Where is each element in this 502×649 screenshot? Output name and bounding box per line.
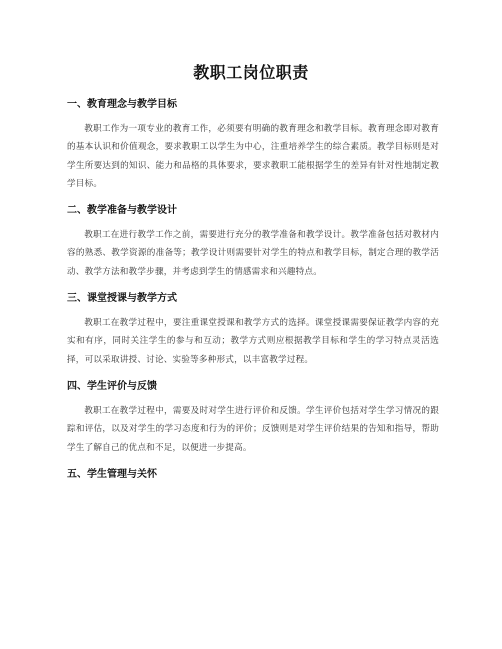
section-1 [67,98,439,193]
section-heading: 一、教育理念与教学目标 [67,99,177,110]
document-body [67,98,439,490]
section-heading: 三、课堂授课与教学方式 [67,293,177,305]
section-paragraph: 教职工在进行教学工作之前，需要进行充分的教学准备和教学设计。教学准备包括对教材内容的熟悉、教学资源的准备等；教学设计则需要针对学生的特点和教学目标，制定合理的教学活动、教学方法和教学步骤，并考虑到学生的情感需求和兴趣特点。 [67,230,439,277]
section-paragraph: 教职工在教学过程中，需要及时对学生进行评价和反馈。学生评价包括对学生学习情况的跟踪和评估，以及对学生的学习态度和行为的评价；反馈则是对学生评价结果的告知和指导，帮助学生了解自己的优点和不足，以便进一步提高。 [67,405,439,453]
section-4 [67,380,439,457]
section-2 [67,204,439,281]
section-5 [67,468,439,482]
section-paragraph: 教职工作为一项专业的教育工作，必须要有明确的教育理念和教学目标。教育理念即对教育的基本认识和价值观念，要求教职工以学生为中心，注重培养学生的综合素质。教学目标则是对学生所要达到的知识、能力和品格的具体要求，要求教职工能根据学生的差异有针对性地制定教学目标。 [67,124,439,189]
section-heading: 五、学生管理与关怀 [67,468,157,480]
document-title: 教职工岗位职责 [193,63,309,82]
section-paragraph: 教职工在教学过程中，要注重课堂授课和教学方式的选择。课堂授课需要保证教学内容的充实和有序，同时关注学生的参与和互动；教学方式则应根据教学目标和学生的学习特点灵活选择，可以采取讲授、讨论、实验等多种形式，以丰富教学过程。 [67,318,439,365]
section-heading: 四、学生评价与反馈 [67,380,157,392]
section-heading: 二、教学准备与教学设计 [67,205,177,217]
section-3 [67,292,439,369]
